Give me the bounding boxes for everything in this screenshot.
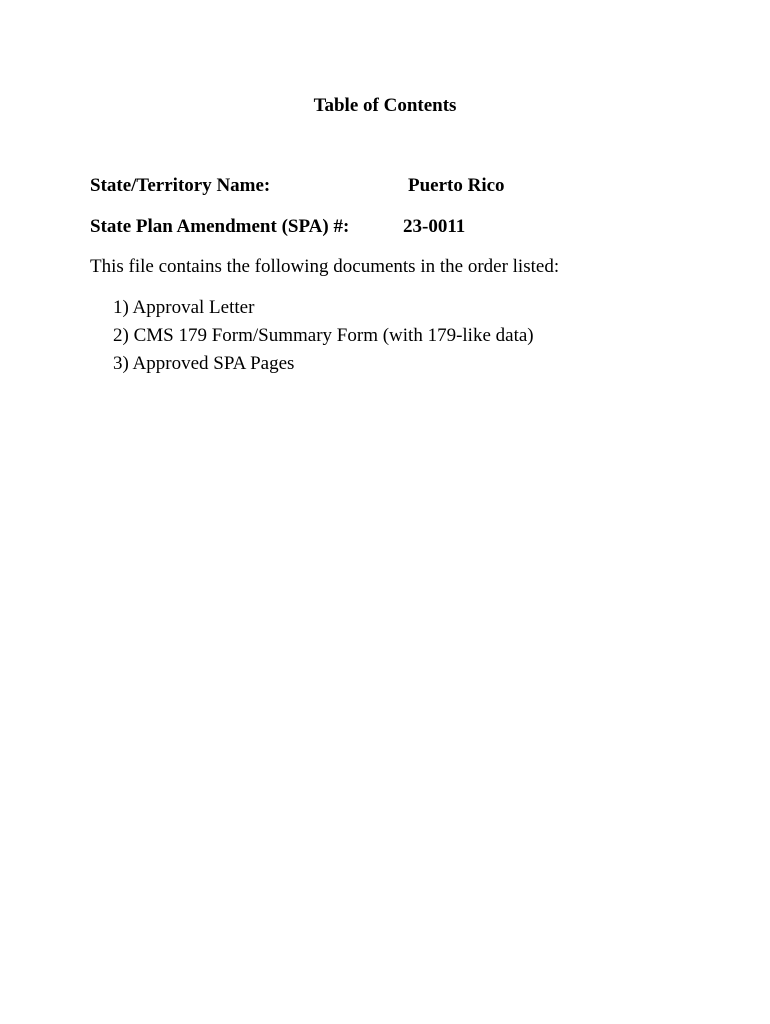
- state-territory-value: Puerto Rico: [408, 175, 505, 196]
- list-item: 3) Approved SPA Pages: [113, 353, 295, 374]
- list-item: 2) CMS 179 Form/Summary Form (with 179-like data): [113, 325, 534, 346]
- document-list: [113, 294, 534, 378]
- spa-number-label: State Plan Amendment (SPA) #:: [90, 216, 350, 237]
- state-territory-label: State/Territory Name:: [90, 175, 271, 196]
- page-title: Table of Contents: [313, 95, 457, 116]
- spa-number-value: 23-0011: [403, 216, 466, 237]
- intro-text: This file contains the following documents in the order listed:: [90, 256, 560, 277]
- list-item: 1) Approval Letter: [113, 297, 255, 318]
